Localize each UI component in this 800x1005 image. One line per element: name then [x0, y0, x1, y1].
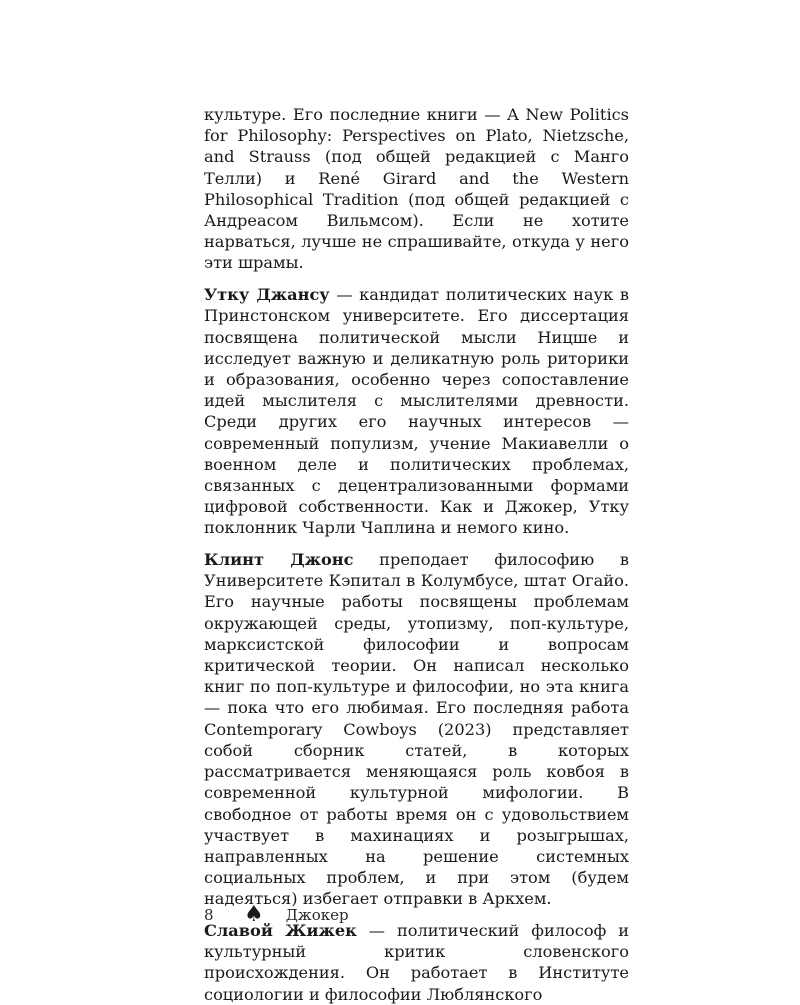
paragraph-body: преподает философию в Университете Кэпитал в Колумбусе, штат Огайо. Его научные работы посвящены проблемам окружающей среды, утопизму, поп-культуре, марксистской философии и вопросам критической теории. Он написал несколько книг по поп-культуре и философии, но эта книга — пока что его любимая. Его последняя работа Contemporary Cowboys (2023) представляет собой сборник статей, в которых рассматривается меняющаяся роль ковбоя в современной культурной мифологии. В свободное от работы время он с удовольствием участвует в махинациях и розыгрышах, направленных на решение системных социальных проблем, и при этом (будем надеяться) избегает отправки в Аркхем. [204, 550, 629, 909]
bio-paragraph-utku-jansu [204, 284, 629, 538]
paragraph-body: — кандидат политических наук в Принстонском университете. Его диссертация посвящена политической мысли Ницше и исследует важную и деликатную роль риторики и образования, особенно через сопоставление идей мыслителя с мыслителями древности. Среди других его научных интересов — современный популизм, учение Макиавелли о военном деле и политических проблемах, связанных с децентрализованными формами цифровой собственности. Как и Джокер, Утку поклонник Чарли Чаплина и немого кино. [204, 285, 629, 538]
paragraph-body: — политический философ и культурный критик словенского происхождения. Он работает в Институте социологии и философии Люблянского [204, 921, 629, 1004]
spade-icon: ♠ [244, 902, 264, 927]
paragraph-body: культуре. Его последние книги — A New Politics for Philosophy: Perspectives on Plato, Nietzsche, and Strauss (под общей редакцией с Манго Телли) и René Girard and the Western Philosophical Tradition (под общей редакцией с Андреасом Вильмсом). Если не хотите нарваться, лучше не спрашивайте, откуда у него эти шрамы. [204, 105, 629, 273]
contributor-name: Славой Жижек [204, 921, 357, 941]
contributor-name: Клинт Джонс [204, 550, 354, 570]
paragraph-continuation [204, 104, 629, 274]
page-footer [204, 904, 349, 926]
page-number: 8 [204, 906, 214, 924]
bio-paragraph-clint-jones [204, 549, 629, 909]
contributor-name: Утку Джансу [204, 285, 330, 305]
running-title: Джокер [285, 906, 349, 924]
bio-paragraph-slavoj-zizek [204, 920, 629, 1005]
text-block [204, 104, 629, 1005]
